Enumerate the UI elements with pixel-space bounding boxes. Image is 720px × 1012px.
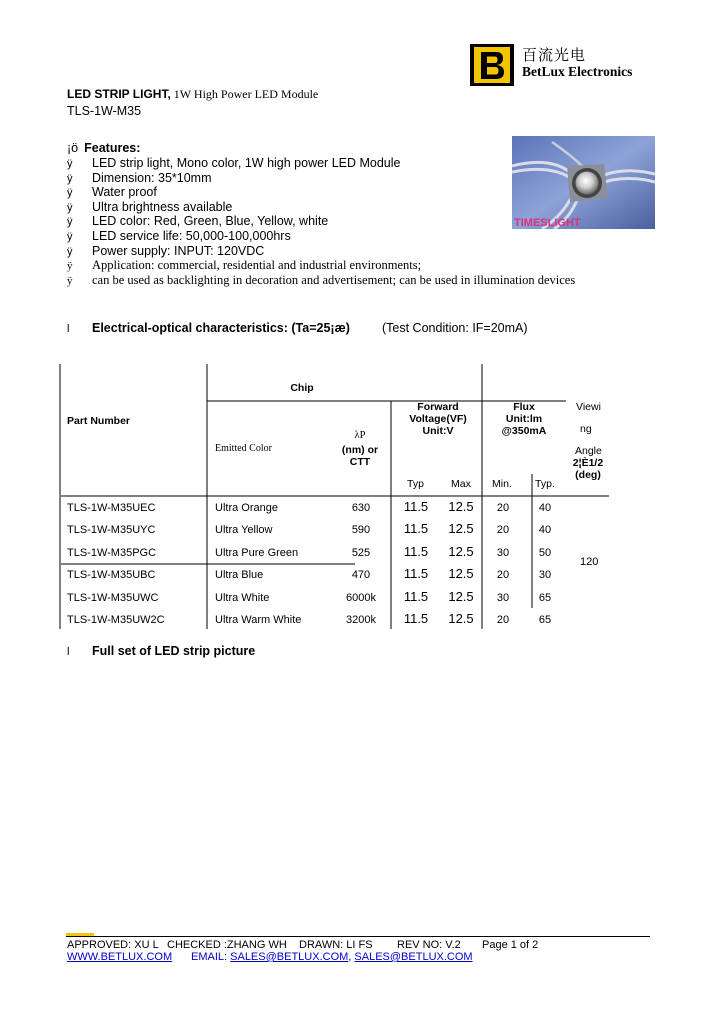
flux-typ-header: Typ. [535,478,555,490]
footer-divider [66,936,650,937]
picture-heading-text: Full set of LED strip picture [92,644,256,658]
feature-item [67,156,400,172]
feature-bullet: ÿ [67,201,73,214]
forward-header-2: Voltage(VF) [409,413,467,425]
company-name-chinese: 百流光电 [522,46,587,64]
wavelength-cell: 590 [351,524,371,537]
part-number-cell: TLS-1W-M35PGC [67,546,157,559]
photo-watermark: TIMESLIGHT [514,217,581,229]
feature-text: Dimension: 35*10mm [92,170,212,185]
features-heading-bullet: ¡ö [67,141,79,155]
flux-header-2: Unit:lm [505,413,543,425]
feature-item [67,185,157,201]
ctt-header: CTT [349,456,371,468]
wavelength-cell: 6000k [346,591,376,604]
wavelength-cell: 470 [351,569,371,582]
vf-typ-cell: 11.5 [403,611,429,626]
features-heading [67,141,140,155]
vf-typ-cell: 11.5 [403,588,429,604]
viewing-angle-value: 120 [580,556,599,568]
led-module-photo [512,136,655,229]
vf-typ-cell: 11.5 [403,566,429,582]
flux-typ-cell: 65 [538,591,552,604]
emitted-color-cell: Ultra Pure Green [215,546,299,559]
viewing-header-3: Angle [575,445,602,457]
picture-heading [67,644,255,658]
flux-header-3: @350mA [501,425,547,437]
feature-bullet: ÿ [67,245,73,258]
vf-max-cell: 12.5 [448,521,474,537]
feature-bullet: ÿ [67,187,73,200]
flux-typ-cell: 40 [538,502,552,514]
part-number-cell: TLS-1W-M35UBC [67,569,156,582]
feature-text: LED strip light, Mono color, 1W high power LED Module [92,156,401,170]
feature-text: can be used as backlighting in decoration and advertisement; can be used in illumination devices [92,272,576,287]
feature-bullet: ÿ [67,172,73,185]
flux-min-cell: 30 [496,546,510,559]
footer-rev: REV NO: V.2 [397,939,461,951]
flux-min-cell: 20 [496,614,510,626]
email-link-1[interactable]: SALES@BETLUX.COM [230,951,349,963]
vf-max-header: Max [451,478,471,490]
flux-header-1: Flux [513,401,535,413]
features-heading-text: Features: [84,141,141,155]
feature-text: Ultra brightness available [92,199,233,214]
viewing-header-4: 2¦È1/2 [572,457,604,469]
wavelength-cell: 3200k [346,614,376,626]
lambda-header: λP [354,430,366,441]
electrical-heading-text: Electrical-optical characteristics: (Ta=25¡æ) [92,321,350,335]
part-number-cell: TLS-1W-M35UYC [67,524,156,537]
feature-item [67,258,421,274]
footer-page: Page 1 of 2 [482,939,539,951]
feature-item [67,214,328,230]
feature-text: LED service life: 50,000-100,000hrs [92,229,291,243]
vf-max-cell: 12.5 [448,588,474,604]
nm-or-header: (nm) or [341,444,379,456]
vf-typ-cell: 11.5 [403,521,429,537]
emitted-color-header: Emitted Color [215,443,272,454]
vf-max-cell: 12.5 [448,499,474,514]
feature-item [67,273,575,289]
flux-min-cell: 20 [496,524,510,537]
emitted-color-cell: Ultra White [215,591,270,604]
flux-min-cell: 30 [496,591,510,604]
feature-item [67,244,264,260]
flux-typ-cell: 40 [538,524,552,537]
forward-header-3: Unit:V [422,425,454,437]
flux-typ-cell: 30 [538,569,552,582]
vf-typ-cell: 11.5 [403,543,429,559]
electrical-bullet: l [67,323,70,335]
flux-min-cell: 20 [496,502,510,514]
viewing-header-1: Viewi [576,401,601,413]
chip-header: Chip [290,382,314,394]
website-link[interactable]: WWW.BETLUX.COM [67,951,173,963]
feature-text: Power supply: INPUT: 120VDC [92,243,265,258]
part-number-cell: TLS-1W-M35UEC [67,502,156,514]
feature-bullet: ÿ [67,260,73,273]
footer-checked: CHECKED :ZHANG WH [167,939,287,951]
electrical-heading [67,321,350,335]
vf-typ-header: Typ [407,478,424,490]
vf-max-cell: 12.5 [448,611,474,626]
picture-bullet: l [67,646,70,658]
company-name-english: BetLux Electronics [522,64,633,79]
emitted-color-cell: Ultra Warm White [215,614,302,626]
part-number-header: Part Number [67,415,131,427]
email-separator: , [348,951,352,963]
email-label: EMAIL: [191,951,228,963]
feature-bullet: ÿ [67,158,73,170]
flux-typ-cell: 65 [538,614,552,626]
feature-bullet: ÿ [67,274,73,287]
feature-text: Application: commercial, residential and industrial environments; [92,258,422,273]
test-condition: (Test Condition: IF=20mA) [382,321,528,335]
part-number-cell: TLS-1W-M35UW2C [67,614,165,626]
vf-max-cell: 12.5 [448,543,474,559]
emitted-color-cell: Ultra Orange [215,502,278,514]
model-number: TLS-1W-M35 [67,104,142,118]
document-title [67,87,318,102]
email-link-2[interactable]: SALES@BETLUX.COM [354,951,473,963]
footer-drawn: DRAWN: LI FS [299,939,373,951]
wavelength-cell: 525 [351,546,371,559]
feature-item [67,229,291,245]
footer-approved: APPROVED: XU L [67,939,159,951]
feature-bullet: ÿ [67,216,73,229]
wavelength-cell: 630 [351,502,371,514]
viewing-header-2: ng [580,423,592,435]
feature-item [67,171,212,187]
emitted-color-cell: Ultra Yellow [215,524,273,537]
flux-min-cell: 20 [496,569,510,582]
vf-typ-cell: 11.5 [403,499,429,514]
part-number-cell: TLS-1W-M35UWC [67,591,159,604]
emitted-color-cell: Ultra Blue [215,569,264,582]
feature-text: LED color: Red, Green, Blue, Yellow, white [92,214,329,229]
viewing-header-5: (deg) [575,469,601,481]
flux-min-header: Min. [492,478,512,490]
forward-header-1: Forward [417,401,459,413]
feature-bullet: ÿ [67,231,73,243]
vf-max-cell: 12.5 [448,566,474,582]
feature-text: Water proof [92,185,157,200]
footer-email-line [191,951,473,963]
title-rest: 1W High Power LED Module [170,87,319,101]
title-bold: LED STRIP LIGHT, [67,87,171,101]
betlux-logo-icon [470,44,514,86]
flux-typ-cell: 50 [538,546,552,559]
feature-item [67,200,232,216]
